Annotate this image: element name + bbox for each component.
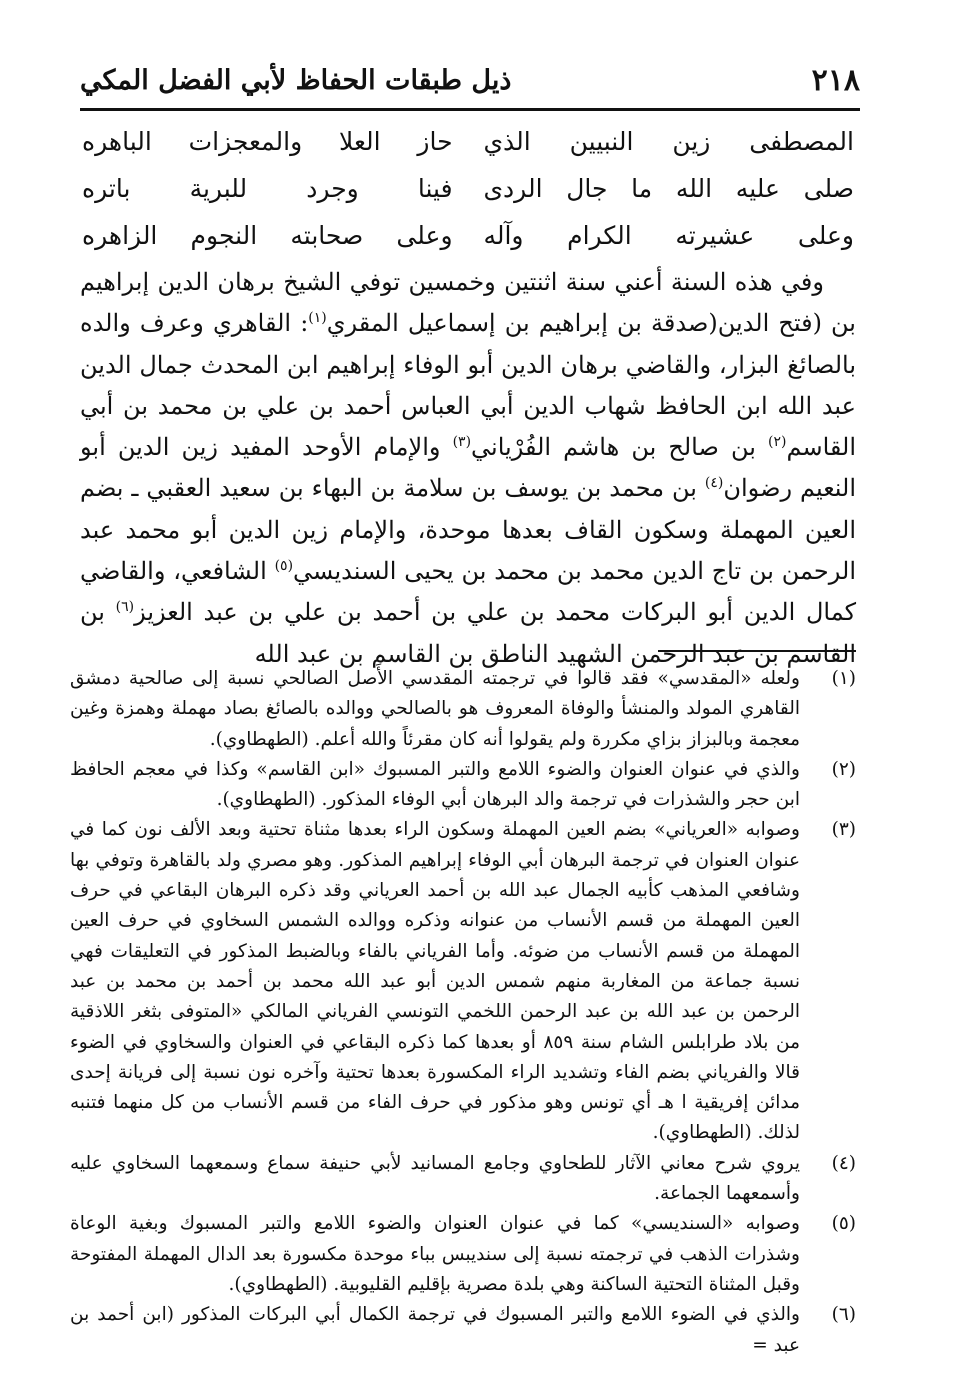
- verse-first-hemistich: المصطفى زين النبيين الذي: [483, 127, 854, 156]
- footnote-text: والذي في عنوان العنوان والضوء اللامع والتبر المسبوك «ابن القاسم» وكذا في معجم الحافظ ابن حجر والشذرات في ترجمة والد البرهان أبي الوفاء المذكور. (الطهطاوي).: [70, 758, 800, 811]
- verse-second-hemistich: فينا وجرد للبرية باتره: [82, 174, 453, 203]
- footnote: [70, 1209, 856, 1300]
- footnote-number: (١): [831, 668, 856, 689]
- footnote-text: وصوابه «العرياني» بضم العين المهملة وسكون الراء بعدها مثناة تحتية وبعد الألف نون كما في عنوان العنوان في ترجمة البرهان أبي الوفاء إبراهيم المذكور. وهو مصري ولد بالقاهرة وتوفي بها وشافعي المذهب كأبيه الجمال عبد الله بن أحمد العرياني وقد ذكره البرهان البقاعي في حرف العين المهملة من قسم الأنساب من عنوانه وذكره ووالده الشمس السخاوي في حرف العين المهملة من قسم الأنساب من ضوئه. وأما الفرياني بالفاء وبالضبط المذكور في التعليقات فهي نسبة جماعة من المغاربة منهم شمس الدين أبو عبد الله محمد بن أحمد بن محمد بن عبد الرحمن بن عبد الله بن عبد الرحمن اللخمي التونسي الفرياني المالكي «المتوفى بثغر اللاذقية من بلاد طرابلس الشام سنة ٨٥٩ أو بعدها كما ذكره البقاعي في العنوان والسخاوي في الضوء قالا والفرياني بضم الفاء وتشديد الراء المكسورة بعدها تحتية وآخره نون نسبة إلى فريانة إحدى مدائن إفريقية ا هـ أي تونس وهو مذكور في حرف الفاء من قسم الأنساب من كل منهما فتنبه لذلك. (الطهطاوي).: [70, 819, 800, 1144]
- verse-second-hemistich: وعلى صحابته النجوم الزاهره: [82, 221, 453, 250]
- footnote-number: (٣): [831, 819, 856, 841]
- text-segment: بن صالح بن هاشم الفُرْياني: [471, 433, 769, 462]
- verse-first-hemistich: صلى عليه الله ما جال الردى: [483, 174, 854, 203]
- poem-verse: [82, 165, 854, 212]
- text-segment: وفي هذه السنة أعني سنة اثنتين وخمسين توفي الشيخ برهان الدين إبراهيم بن (فتح الدين(صدقة بن إبراهيم بن إسماعيل المقري: [80, 268, 856, 338]
- footnote-text: وصوابه «السنديسي» كما في عنوان العنوان والضوء اللامع والتبر المسبوك وبغية الوعاة وشذرات الذهب في ترجمته نسبة إلى سنديبس بباء موحدة مكسورة بعد الدال المهملة المفتوحة وقبل المثناة التحتية الساكنة وهي بلدة مصرية بإقليم القليوبية. (الطهطاوي).: [70, 1213, 800, 1295]
- footnote-text: والذي في الضوء اللامع والتبر المسبوك في ترجمة الكمال أبي البركات المذكور (ابن أحمد بن عبد =: [70, 1304, 800, 1356]
- footnote-number: (٦): [831, 1304, 856, 1326]
- running-title: ذيل طبقات الحفاظ لأبي الفضل المكي: [80, 64, 512, 96]
- text-segment: بن القاسم بن عبد الرحمن الشهيد الناطق بن القاسم بن عبد الله: [80, 598, 856, 668]
- footnote: [70, 664, 856, 755]
- page-number: ٢١٨: [811, 62, 860, 98]
- footnote: [70, 755, 856, 816]
- footnote-ref-1[interactable]: (١): [308, 310, 327, 327]
- footnote: [70, 1149, 856, 1210]
- footnote-text: ولعله «المقدسي» فقد قالوا في ترجمته المقدسي الأَصل الصالحي نسبة إلى صالحية دمشق القاهري المولد والمنشأ والوفاة المعروف هو بالصالحي ووالده بالصائغ بصاد مهملة وهمزة وغين معجمة وبالبزاز بزاي مكررة ولم يقولوا أنه كان مقرئاً والله أعلم. (الطهطاوي).: [70, 668, 800, 750]
- main-paragraph: [80, 262, 856, 675]
- footnote-ref-4[interactable]: (٤): [704, 475, 724, 492]
- footnotes: [70, 664, 856, 1361]
- verse-second-hemistich: حاز العلا والمعجزات الباهره: [82, 127, 453, 156]
- footnote: [70, 815, 856, 1148]
- main-text: [80, 262, 856, 675]
- text-segment: بن محمد بن يوسف بن سلامة بن البهاء بن سعيد العقبي ـ بضم العين المهملة وسكون القاف بعدها موحدة، والإمام زين الدين أبو محمد عبد الرحمن بن تاج الدين محمد بن محمد بن يحيى السنديسي: [80, 474, 856, 586]
- footnote-ref-3[interactable]: (٣): [452, 434, 472, 451]
- footnote-ref-2[interactable]: (٢): [768, 434, 787, 451]
- footnote-number: (٥): [831, 1213, 856, 1235]
- footnote-separator: [658, 650, 856, 652]
- footnote-ref-5[interactable]: (٥): [274, 558, 294, 575]
- footnote-ref-6[interactable]: (٦): [115, 599, 135, 616]
- poem-verse: [82, 118, 854, 165]
- footnote-text: يروي شرح معاني الآثار للطحاوي وجامع المسانيد لأبي حنيفة سماع وسمعهما السخاوي عليه وأسمعهما الجماعة.: [70, 1152, 800, 1205]
- page-header: [80, 52, 860, 111]
- text-segment: : القاهري وعرف والده بالصائغ البزار، والقاضي برهان الدين أبو الوفاء إبراهيم ابن المحدث جمال الدين عبد الله ابن الحافظ شهاب الدين أبي العباس أحمد بن علي بن محمد بن أبي القاسم: [80, 309, 857, 462]
- verse-first-hemistich: وعلى عشيرته الكرام وآله: [483, 221, 854, 250]
- footnote-number: (٢): [831, 758, 856, 780]
- text-segment: والإمام الأوحد المفيد زين الدين أبو النعيم رضوان: [80, 433, 856, 503]
- footnote-number: (٤): [831, 1152, 856, 1174]
- poem: [82, 118, 854, 259]
- footnote: [70, 1300, 856, 1361]
- text-segment: الشافعي، والقاضي كمال الدين أبو البركات محمد بن علي بن أحمد بن علي بن عبد العزيز: [80, 557, 857, 627]
- poem-verse: [82, 212, 854, 259]
